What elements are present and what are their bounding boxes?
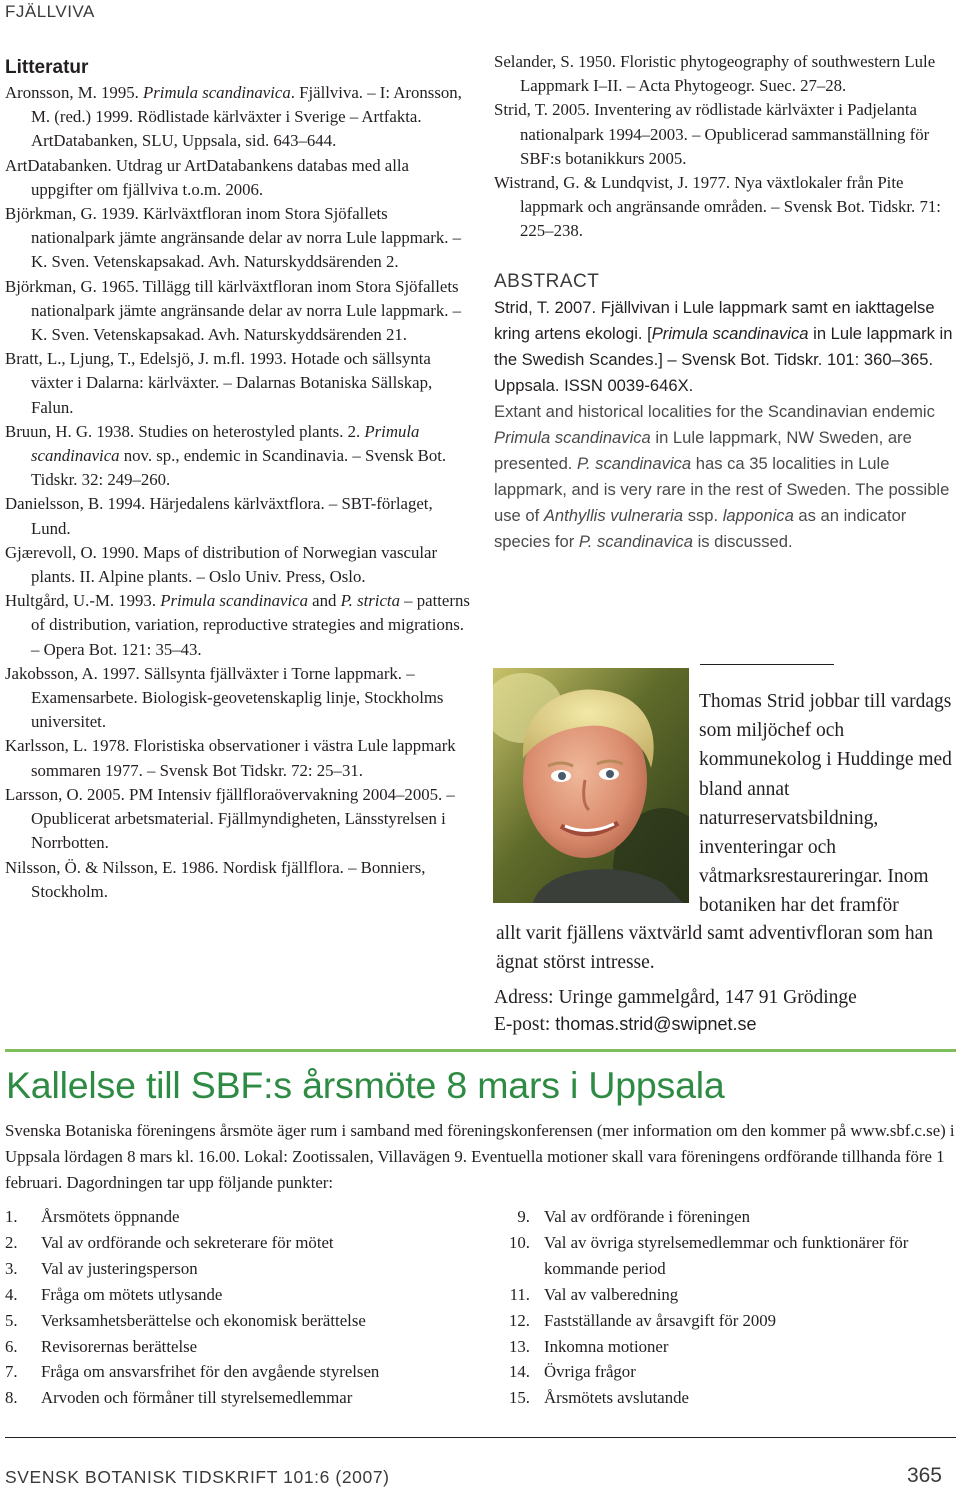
agenda-number: 1. [5, 1207, 18, 1226]
reference-item: Selander, S. 1950. Floristic phytogeography of southwestern Lule Lappmark I–II. – Acta Phytogeogr. Suec. 27–28. [494, 52, 936, 96]
agenda-item [5, 1359, 475, 1385]
email-line: E-post: thomas.strid@swipnet.se [494, 1014, 757, 1035]
reference-item: Hultgård, U.-M. 1993. Primula scandinavica and P. stricta – patterns of distribution, variation, reproductive strategies and migrations. – Opera Bot. 121: 35–43. [5, 591, 470, 659]
agenda-text: Val av övriga styrelsemedlemmar och funktionärer för kommande period [544, 1232, 909, 1278]
reference-item: Jakobsson, A. 1997. Sällsynta fjällväxter i Torne lappmark. – Examensarbete. Biologisk-geovetenskaplig linje, Stockholms universitet. [5, 663, 444, 732]
agenda-number: 14. [509, 1362, 530, 1382]
agenda-item [494, 1308, 956, 1334]
agenda-number: 11. [509, 1284, 530, 1304]
agenda-number: 9. [517, 1207, 530, 1226]
agenda-item [5, 1230, 475, 1256]
agenda-text: Årsmötets öppnande [41, 1207, 180, 1226]
agenda-list-left [5, 1204, 475, 1411]
reference-item: ArtDatabanken. Utdrag ur ArtDatabankens databas med alla uppgifter om fjällviva t.o.m. 2006. [5, 155, 409, 199]
reference-item: Björkman, G. 1965. Tillägg till kärlväxtfloran inom Stora Sjöfallets nationalpark jämte angränsande delar av norra Lule lappmark. – K. Sven. Vetenskapsakad. Avh. Naturskyddsärenden 21. [5, 276, 462, 345]
agenda-item [494, 1334, 956, 1360]
reference-item: Björkman, G. 1939. Kärlväxtfloran inom Stora Sjöfallets nationalpark jämte angränsande delar av norra Lule lappmark. – K. Sven. Vetenskapsakad. Avh. Naturskyddsärenden 2. [5, 204, 462, 272]
agenda-text: Val av ordförande och sekreterare för mötet [41, 1232, 334, 1252]
literature-heading: Litteratur [5, 57, 89, 78]
agenda-item [5, 1256, 475, 1282]
agenda-number: 4. [5, 1284, 18, 1304]
agenda-text: Fråga om ansvarsfrihet för den avgående styrelsen [41, 1362, 380, 1382]
agenda-item [5, 1385, 475, 1411]
footer-journal: SVENSK BOTANISK TIDSKRIFT 101:6 (2007) [5, 1467, 390, 1487]
agenda-text: Fastställande av årsavgift för 2009 [544, 1310, 777, 1330]
abstract-heading: ABSTRACT [494, 270, 600, 292]
agenda-number: 10. [509, 1232, 530, 1252]
agenda-item [494, 1359, 956, 1385]
agenda-number: 5. [5, 1310, 18, 1330]
page-number: 365 [906, 1464, 942, 1487]
author-bio: Thomas Strid jobbar till vardags som miljöchef och kommunekolog i Huddinge med bland annat naturreservatsbildning, inventeringar och våtmarksrestaureringar. Inom botaniken har det framför [699, 691, 952, 917]
section-divider [5, 1049, 956, 1052]
reference-item: Bruun, H. G. 1938. Studies on heterostyled plants. 2. Primula scandinavica nov. sp., endemic in Scandinavia. – Svensk Bot. Tidskr. 32: 249–260. [5, 421, 447, 490]
footer-divider [5, 1437, 956, 1438]
postal-address: Adress: Uringe gammelgård, 147 91 Grödinge [494, 987, 857, 1008]
agenda-text: Revisorernas berättelse [41, 1336, 198, 1356]
reference-list-continued [494, 50, 956, 244]
reference-item: Strid, T. 2005. Inventering av rödlistade kärlväxter i Padjelanta nationalpark 1994–2003. – Opublicerad sammanställning för SBF:s botanikkurs 2005. [494, 100, 930, 168]
agenda-number: 7. [5, 1362, 18, 1382]
agenda-text: Val av valberedning [544, 1284, 679, 1304]
agenda-number: 13. [509, 1336, 530, 1356]
agenda-number: 12. [509, 1310, 530, 1330]
author-divider [700, 664, 834, 665]
agenda-text: Val av ordförande i föreningen [544, 1207, 750, 1226]
abstract-body: Extant and historical localities for the Scandinavian endemic Primula scandinavica in Lule lappmark, NW Sweden, are presented. P. scandinavica has ca 35 localities in Lule lappmark, and is very rare in the rest of Sweden. The possible use of Anthyllis vulneraria ssp. lapponica as an indicator species for P. scandinavica is discussed. [494, 401, 950, 551]
email-address: thomas.strid@swipnet.se [555, 1014, 757, 1034]
agenda-item [494, 1385, 956, 1411]
agenda-number: 3. [5, 1258, 18, 1278]
agenda-item [5, 1282, 475, 1308]
reference-item: Nilsson, Ö. & Nilsson, E. 1986. Nordisk fjällflora. – Bonniers, Stockholm. [5, 857, 426, 901]
agenda-number: 2. [5, 1232, 18, 1252]
agenda-number: 6. [5, 1336, 18, 1356]
agenda-number: 8. [5, 1388, 18, 1408]
literature-column [5, 56, 470, 904]
author-address [494, 985, 857, 1038]
running-head: FJÄLLVIVA [5, 2, 95, 21]
abstract-citation: Strid, T. 2007. Fjällvivan i Lule lappmark samt en iakttagelse kring artens ekologi. [Primula scandinavica in Lule lappmark in the Swedish Scandes.] – Svensk Bot. Tidskr. 101: 360–365. Uppsala. ISSN 0039-646X. [494, 297, 953, 395]
agenda-text: Verksamhetsberättelse och ekonomisk berättelse [41, 1310, 366, 1330]
author-photo [493, 668, 689, 903]
announcement-intro: Svenska Botaniska föreningens årsmöte äger rum i samband med föreningskonferensen (mer information om den kommer på www.sbf.c.se) i Uppsala lördagen 8 mars kl. 16.00. Lokal: Zootissalen, Villavägen 9. Eventuella motioner skall vara föreningens ordförande tillhanda före 1 februari. Dagordningen tar upp följande punkter: [5, 1121, 955, 1192]
reference-item: Karlsson, L. 1978. Floristiska observationer i västra Lule lappmark sommaren 1977. – Svensk Bot Tidskr. 72: 25–31. [5, 736, 456, 780]
agenda-text: Inkomna motioner [544, 1336, 669, 1356]
agenda-item [5, 1308, 475, 1334]
reference-item: Gjærevoll, O. 1990. Maps of distribution of Norwegian vascular plants. II. Alpine plants. – Oslo Univ. Press, Oslo. [5, 542, 438, 587]
agenda-text: Arvoden och förmåner till styrelsemedlemmar [41, 1388, 353, 1408]
agenda-item [494, 1204, 956, 1230]
agenda-text: Val av justeringsperson [41, 1258, 198, 1278]
reference-item: Wistrand, G. & Lundqvist, J. 1977. Nya växtlokaler från Pite lappmark och angränsande områden. – Svensk Bot. Tidskr. 71: 225–238. [494, 173, 941, 241]
right-column [494, 50, 956, 555]
agenda-item [494, 1230, 956, 1282]
agenda-number: 15. [509, 1388, 530, 1408]
reference-item: Larsson, O. 2005. PM Intensiv fjällfloraövervakning 2004–2005. – Opublicerat arbetsmaterial. Fjällmyndigheten, Länsstyrelsen i Norrbotten. [5, 784, 455, 853]
agenda-text: Fråga om mötets utlysande [41, 1284, 223, 1304]
agenda-list-right [494, 1204, 956, 1411]
reference-item: Bratt, L., Ljung, T., Edelsjö, J. m.fl. 1993. Hotade och sällsynta växter i Dalarna: kärlväxter. – Dalarnas Botaniska Sällskap, Falun. [5, 349, 433, 417]
agenda-text: Årsmötets avslutande [544, 1388, 689, 1408]
agenda-item [494, 1282, 956, 1308]
agenda-item [5, 1334, 475, 1360]
agenda-text: Övriga frågor [544, 1362, 636, 1382]
reference-item: Aronsson, M. 1995. Primula scandinavica. Fjällviva. – I: Aronsson, M. (red.) 1999. Rödlistade kärlväxter i Sverige – Artfakta. ArtDatabanken, SLU, Uppsala, sid. 643–644. [5, 83, 462, 151]
reference-item: Danielsson, B. 1994. Härjedalens kärlväxtflora. – SBT-förlaget, Lund. [5, 494, 433, 538]
announcement-title: Kallelse till SBF:s årsmöte 8 mars i Uppsala [6, 1064, 725, 1106]
author-bio-continued: allt varit fjällens växtvärld samt adventivfloran som han ägnat störst intresse. [496, 923, 933, 974]
reference-list [5, 81, 470, 904]
agenda-item [5, 1204, 475, 1230]
